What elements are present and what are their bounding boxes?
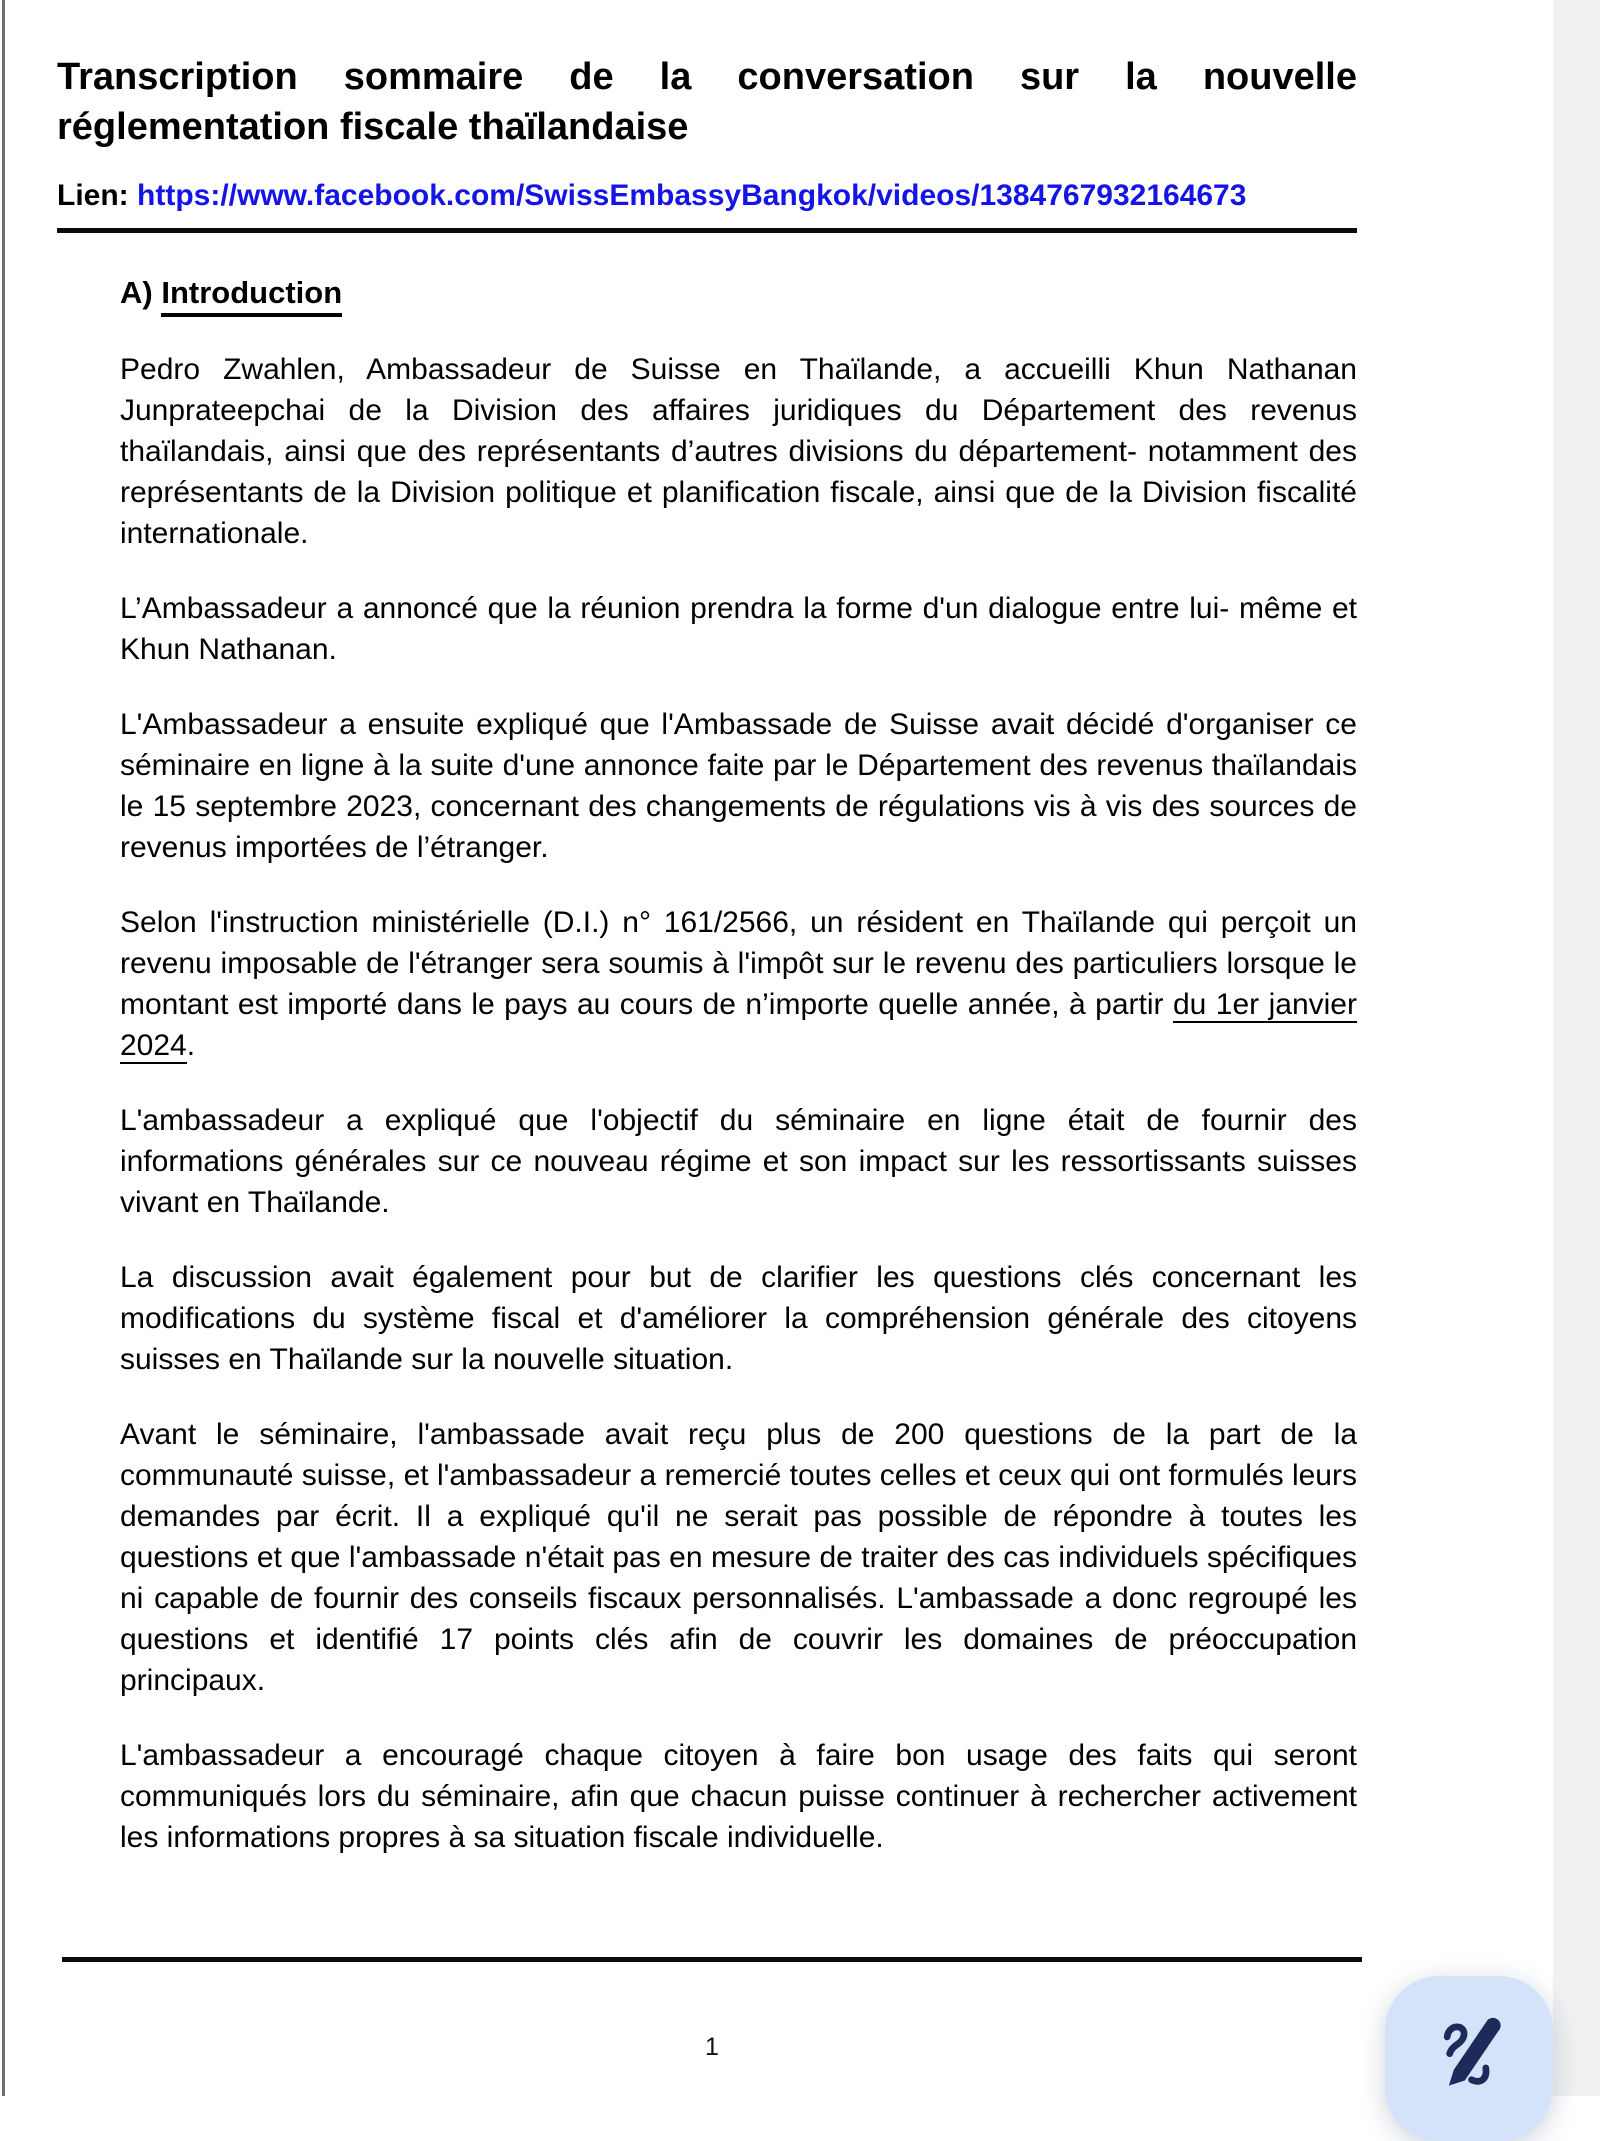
section-heading-text: Introduction — [161, 275, 342, 317]
section-prefix: A) — [120, 275, 153, 310]
paragraph-text: L'ambassadeur a encouragé chaque citoyen à faire bon usage des faits qui seront communiqués lors du séminaire, afin que chacun puisse continuer à rechercher activement les informations propres à sa situation fiscale individuelle. — [120, 1739, 1357, 1854]
facebook-video-link[interactable]: https://www.facebook.com/SwissEmbassyBangkok/videos/1384767932164673 — [137, 179, 1247, 212]
viewer-background-strip — [1553, 0, 1600, 2096]
page-number: 1 — [705, 2033, 719, 2061]
paragraph — [120, 349, 1357, 554]
paragraph — [120, 704, 1357, 868]
divider-bottom — [62, 1957, 1362, 1962]
paragraph — [120, 1100, 1357, 1223]
annotate-button[interactable] — [1385, 1976, 1553, 2141]
section-heading — [120, 273, 1357, 313]
paragraph-text: Pedro Zwahlen, Ambassadeur de Suisse en Thaïlande, a accueilli Khun Nathanan Junprateepchai de la Division des affaires juridiques du Département des revenus thaïlandais, ainsi que des représentants d’autres divisions du département- notamment des représentants de la Division politique et planification fiscale, ainsi que de la Division fiscalité internationale. — [120, 353, 1357, 550]
document-content — [5, 0, 1553, 1858]
document-title: Transcription sommaire de la conversation sur la nouvelle réglementation fiscale thaïlandaise — [57, 56, 1357, 148]
underlined-text: du 1er janvier 2024 — [120, 988, 1357, 1062]
paragraph — [120, 588, 1357, 670]
paragraph — [120, 1257, 1357, 1380]
paragraph-text: L'Ambassadeur a ensuite expliqué que l'Ambassade de Suisse avait décidé d'organiser ce séminaire en ligne à la suite d'une annonce faite par le Département des revenus thaïlandais le 15 septembre 2023, concernant des changements de régulations vis à vis des sources de revenus importées de l’étranger. — [120, 708, 1357, 864]
paragraph-text: La discussion avait également pour but de clarifier les questions clés concernant les modifications du système fiscal et d'améliorer la compréhension générale des citoyens suisses en Thaïlande sur la nouvelle situation. — [120, 1261, 1357, 1376]
paragraph — [120, 1735, 1357, 1858]
paragraphs — [57, 349, 1357, 1858]
paragraph-text: L'ambassadeur a expliqué que l'objectif du séminaire en ligne était de fournir des informations générales sur ce nouveau régime et son impact sur les ressortissants suisses vivant en Thaïlande. — [120, 1104, 1357, 1219]
paragraph-text: Avant le séminaire, l'ambassade avait reçu plus de 200 questions de la part de la communauté suisse, et l'ambassadeur a remercié toutes celles et ceux qui ont formulés leurs demandes par écrit. Il a expliqué qu'il ne serait pas possible de répondre à toutes les questions et que l'ambassade n'était pas en mesure de traiter des cas individuels spécifiques ni capable de fournir des conseils fiscaux personnalisés. L'ambassade a donc regroupé les questions et identifié 17 points clés afin de couvrir les domaines de préoccupation principaux. — [120, 1418, 1357, 1697]
paragraph — [120, 1414, 1357, 1701]
paragraph-text: L’Ambassadeur a annoncé que la réunion prendra la forme d'un dialogue entre lui- même et Khun Nathanan. — [120, 592, 1357, 666]
divider-top — [57, 228, 1357, 233]
document-page — [5, 0, 1553, 2096]
link-label: Lien: — [57, 179, 129, 212]
paragraph-text: Selon l'instruction ministérielle (D.I.) n° 161/2566, un résident en Thaïlande qui perçoit un revenu imposable de l'étranger sera soumis à l'impôt sur le revenu des particuliers lorsque le montant est importé dans le pays au cours de n’importe quelle année, à partir — [120, 906, 1357, 1021]
link-line — [57, 178, 1357, 214]
paragraph-text: . — [186, 1029, 196, 1062]
paragraph — [120, 902, 1357, 1066]
signature-pen-icon — [1427, 2010, 1511, 2094]
